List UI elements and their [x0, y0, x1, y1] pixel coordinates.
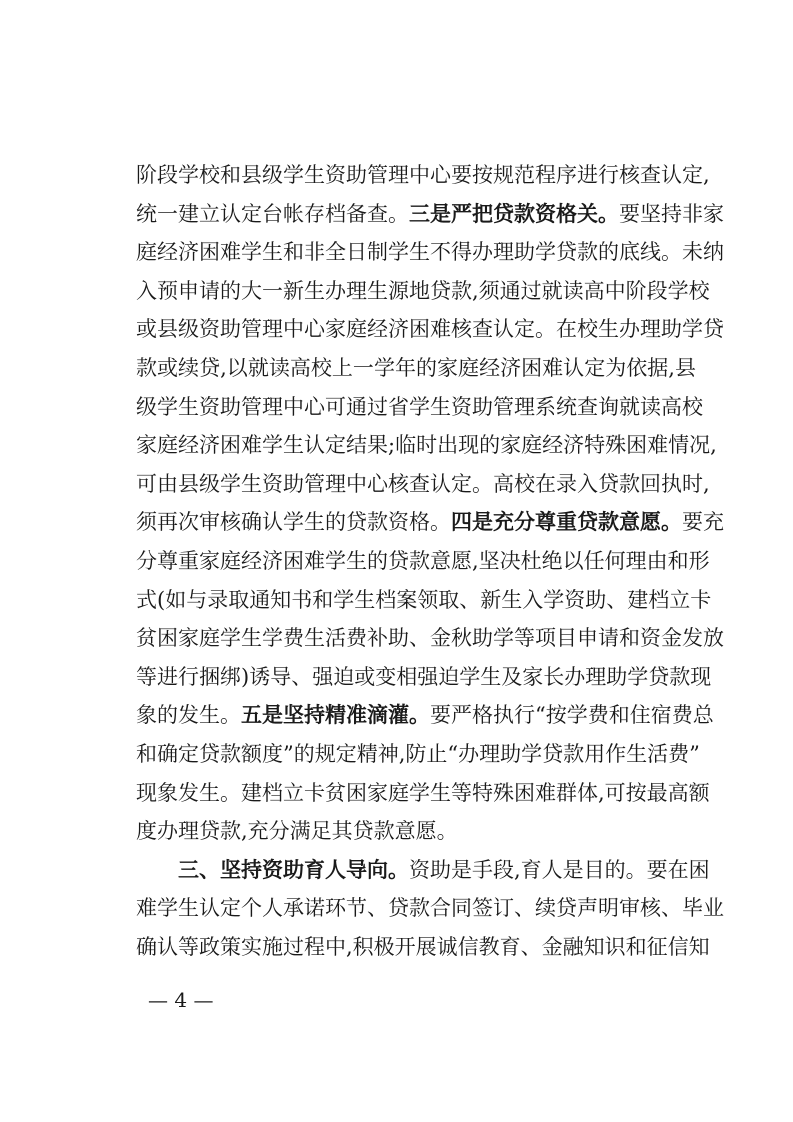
text-line-2 — [136, 195, 724, 234]
text-line-13: 贫困家庭学生学费生活费补助、金秋助学等项目申请和资金发放 — [136, 626, 724, 651]
text-segment: 要严格执行“按学费和住宿费总 — [430, 703, 714, 728]
text-line-9: 可由县级学生资助管理中心核查认定。高校在录入贷款回执时, — [136, 471, 710, 496]
text-line-16: 和确定贷款额度”的规定精神,防止“办理助学贷款用作生活费” — [136, 741, 700, 766]
text-line-10 — [136, 503, 724, 542]
text-segment: 资助是手段,育人是目的。要在困 — [409, 857, 710, 882]
text-segment: 须再次审核确认学生的贷款资格。 — [136, 510, 451, 535]
text-line-20: 难学生认定个人承诺环节、贷款合同签订、续贷声明审核、毕业 — [136, 896, 724, 921]
text-line-18: 度办理贷款,充分满足其贷款意愿。 — [136, 819, 458, 844]
text-segment: 要坚持非家 — [619, 201, 724, 226]
heading-precise-targeting: 五是坚持精准滴灌。 — [241, 703, 430, 728]
text-line-4: 入预申请的大一新生办理生源地贷款,须通过就读高中阶段学校 — [136, 278, 710, 303]
body-text — [136, 156, 724, 966]
text-line-8: 家庭经济困难学生认定结果;临时出现的家庭经济特殊困难情况, — [136, 433, 717, 458]
section-heading-three: 三、坚持资助育人导向。 — [178, 857, 409, 882]
text-line-11: 分尊重家庭经济困难学生的贷款意愿,坚决杜绝以任何理由和形 — [136, 548, 710, 573]
text-line-5: 或县级资助管理中心家庭经济困难核查认定。在校生办理助学贷 — [136, 317, 724, 342]
text-line-17: 现象发生。建档立卡贫困家庭学生等特殊困难群体,可按最高额 — [136, 780, 710, 805]
page-number: — 4 — — [148, 988, 214, 1012]
heading-respect-loan-willingness: 四是充分尊重贷款意愿。 — [451, 510, 682, 535]
text-line-7: 级学生资助管理中心可通过省学生资助管理系统查询就读高校 — [136, 394, 703, 419]
text-line-14: 等进行捆绑)诱导、强迫或变相强迫学生及家长办理助学贷款现 — [136, 664, 712, 689]
text-segment: 统一建立认定台帐存档备查。 — [136, 201, 409, 226]
text-segment: 象的发生。 — [136, 703, 241, 728]
text-line-15 — [136, 696, 714, 735]
text-line-3: 庭经济困难学生和非全日制学生不得办理助学贷款的底线。未纳 — [136, 240, 724, 265]
text-line-21: 确认等政策实施过程中,积极开展诚信教育、金融知识和征信知 — [136, 934, 710, 959]
text-line-12: 式(如与录取通知书和学生档案领取、新生入学资助、建档立卡 — [136, 587, 712, 612]
text-segment: 要充 — [682, 510, 724, 535]
heading-strict-loan-eligibility: 三是严把贷款资格关。 — [409, 201, 619, 226]
text-line-1: 阶段学校和县级学生资助管理中心要按规范程序进行核查认定, — [136, 163, 710, 187]
text-line-6: 款或续贷,以就读高校上一学年的家庭经济困难认定为依据,县 — [136, 355, 696, 380]
text-line-19 — [136, 851, 710, 890]
